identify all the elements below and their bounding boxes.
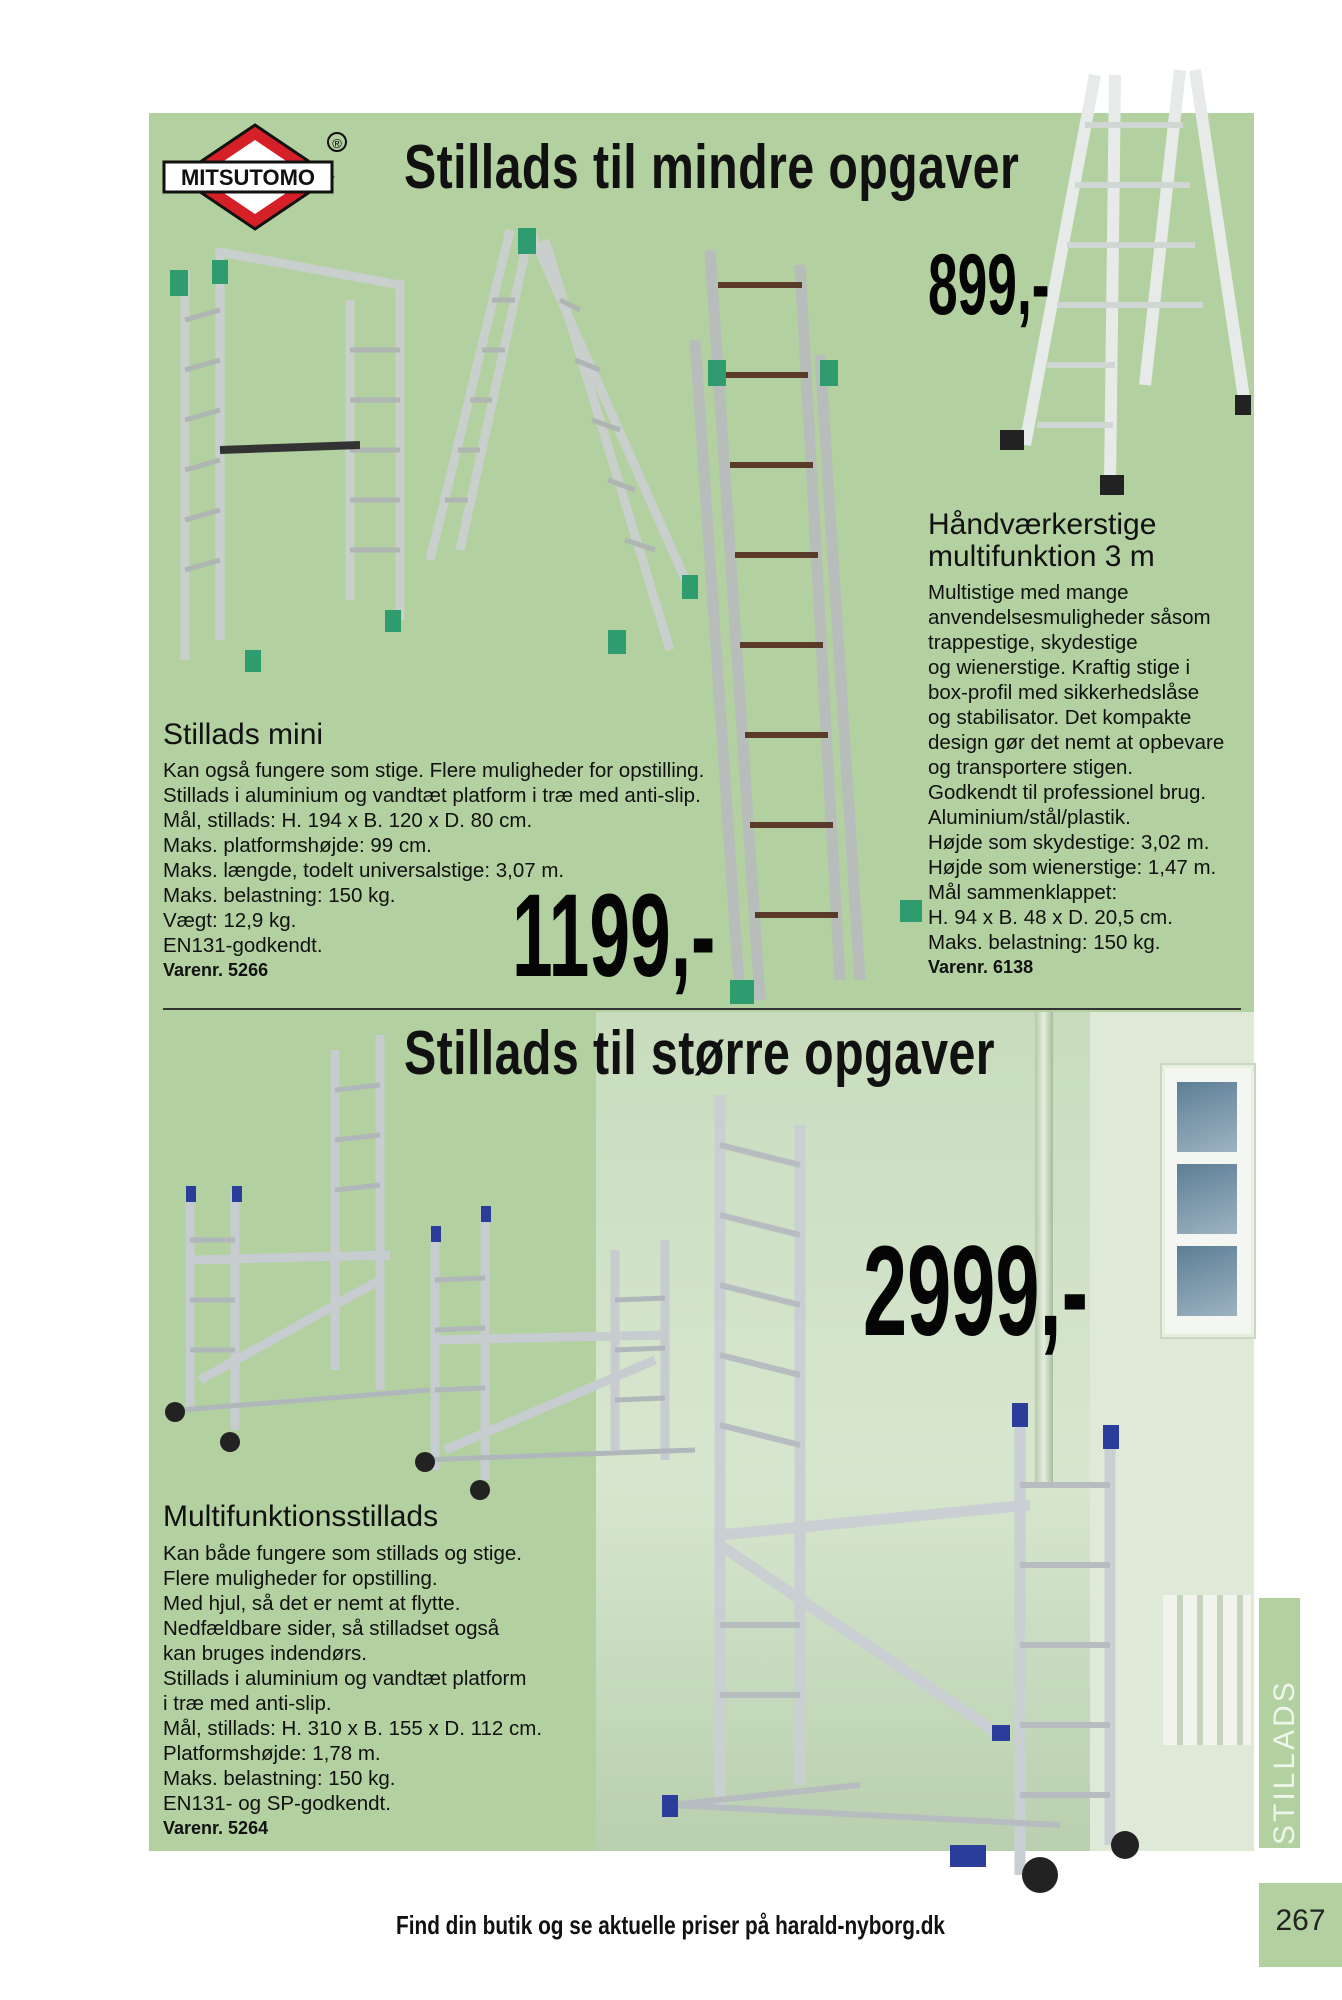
item-number: Varenr. 6138 (928, 957, 1034, 977)
description-line: EN131-godkendt. (163, 934, 323, 957)
description-line: H. 94 x B. 48 x D. 20,5 cm. (928, 906, 1173, 929)
price-stillads-mini: 1199,- (512, 870, 716, 1002)
description-line: EN131- og SP-godkendt. (163, 1792, 391, 1815)
registered-mark: ® (332, 136, 342, 151)
description-line: Mål sammenklappet: (928, 881, 1118, 904)
description-line: og stabilisator. Det kompakte (928, 706, 1192, 729)
item-number: Varenr. 5266 (163, 960, 269, 980)
description-line: Maks. belastning: 150 kg. (163, 1767, 396, 1790)
description-line: Maks. længde, todelt universalstige: 3,07 m. (163, 859, 565, 882)
item-number: Varenr. 5264 (163, 1818, 269, 1838)
description-line: Aluminium/stål/plastik. (928, 806, 1131, 829)
description-line: Mål, stillads: H. 194 x B. 120 x D. 80 cm. (163, 809, 533, 832)
product-description-multifunktionsstillads (163, 1541, 542, 1841)
description-line: Nedfældbare sider, så stilladset også (163, 1617, 500, 1640)
mitsutomo-logo (162, 122, 348, 232)
logo-text: MITSUTOMO (180, 165, 316, 190)
description-line: Stillads i aluminium og vandtæt platform (163, 1667, 527, 1690)
mini-scaffold-image (160, 240, 430, 680)
price-multifunktionsstillads: 2999,- (863, 1220, 1089, 1363)
description-line: design gør det nemt at opbevare (928, 731, 1225, 754)
description-line: box-profil med sikkerhedslåse (928, 681, 1200, 704)
tall-scaffold-ladder-image (160, 1030, 430, 1450)
description-line: Kan også fungere som stige. Flere muligheder for opstilling. (163, 759, 705, 782)
section-divider (163, 1008, 1241, 1010)
description-line: anvendelsesmuligheder såsom (928, 606, 1211, 629)
description-line: Platformshøjde: 1,78 m. (163, 1742, 381, 1765)
category-label: STILLADS (1268, 1679, 1301, 1845)
description-line: Maks. belastning: 150 kg. (163, 884, 396, 907)
footer-text: Find din butik og se aktuelle priser på harald-nyborg.dk (396, 1910, 945, 1940)
product-name-line: multifunktion 3 m (928, 540, 1155, 573)
extension-ladder-image (690, 240, 930, 1010)
description-line: Højde som skydestige: 3,02 m. (928, 831, 1210, 854)
description-line: og wienerstige. Kraftig stige i (928, 656, 1191, 679)
section-title-small-tasks: Stillads til mindre opgaver (404, 133, 1020, 202)
product-name-stillads-mini: Stillads mini (163, 718, 324, 751)
description-line: Godkendt til professionel brug. (928, 781, 1207, 804)
description-line: Flere muligheder for opstilling. (163, 1567, 438, 1590)
description-line: Mål, stillads: H. 310 x B. 155 x D. 112 cm. (163, 1717, 543, 1740)
product-name-haandvaerkerstige (928, 509, 1156, 573)
multifunction-scaffold-image (660, 1085, 1190, 1885)
description-line: Kan både fungere som stillads og stige. (163, 1542, 522, 1565)
product-name-line: Håndværkerstige (928, 508, 1157, 541)
description-line: og transportere stigen. (928, 756, 1134, 779)
product-name-multifunktionsstillads: Multifunktionsstillads (163, 1500, 439, 1533)
price-haandvaerkerstige: 899,- (928, 237, 1050, 333)
description-line: kan bruges indendørs. (163, 1642, 367, 1665)
page-number: 267 (1275, 1904, 1326, 1937)
section-title-large-tasks: Stillads til større opgaver (404, 1019, 996, 1088)
description-line: Maks. belastning: 150 kg. (928, 931, 1161, 954)
description-line: Maks. platformshøjde: 99 cm. (163, 834, 432, 857)
a-frame-ladder-image (420, 220, 700, 690)
description-line: trappestige, skydestige (928, 631, 1138, 654)
description-line: Vægt: 12,9 kg. (163, 909, 297, 932)
description-line: Stillads i aluminium og vandtæt platform i træ med anti-slip. (163, 784, 701, 807)
description-line: i træ med anti-slip. (163, 1692, 332, 1715)
description-line: Med hjul, så det er nemt at flytte. (163, 1592, 461, 1615)
description-line: Højde som wienerstige: 1,47 m. (928, 856, 1217, 879)
description-line: Multistige med mange (928, 581, 1129, 604)
product-description-haandvaerkerstige (928, 580, 1224, 980)
